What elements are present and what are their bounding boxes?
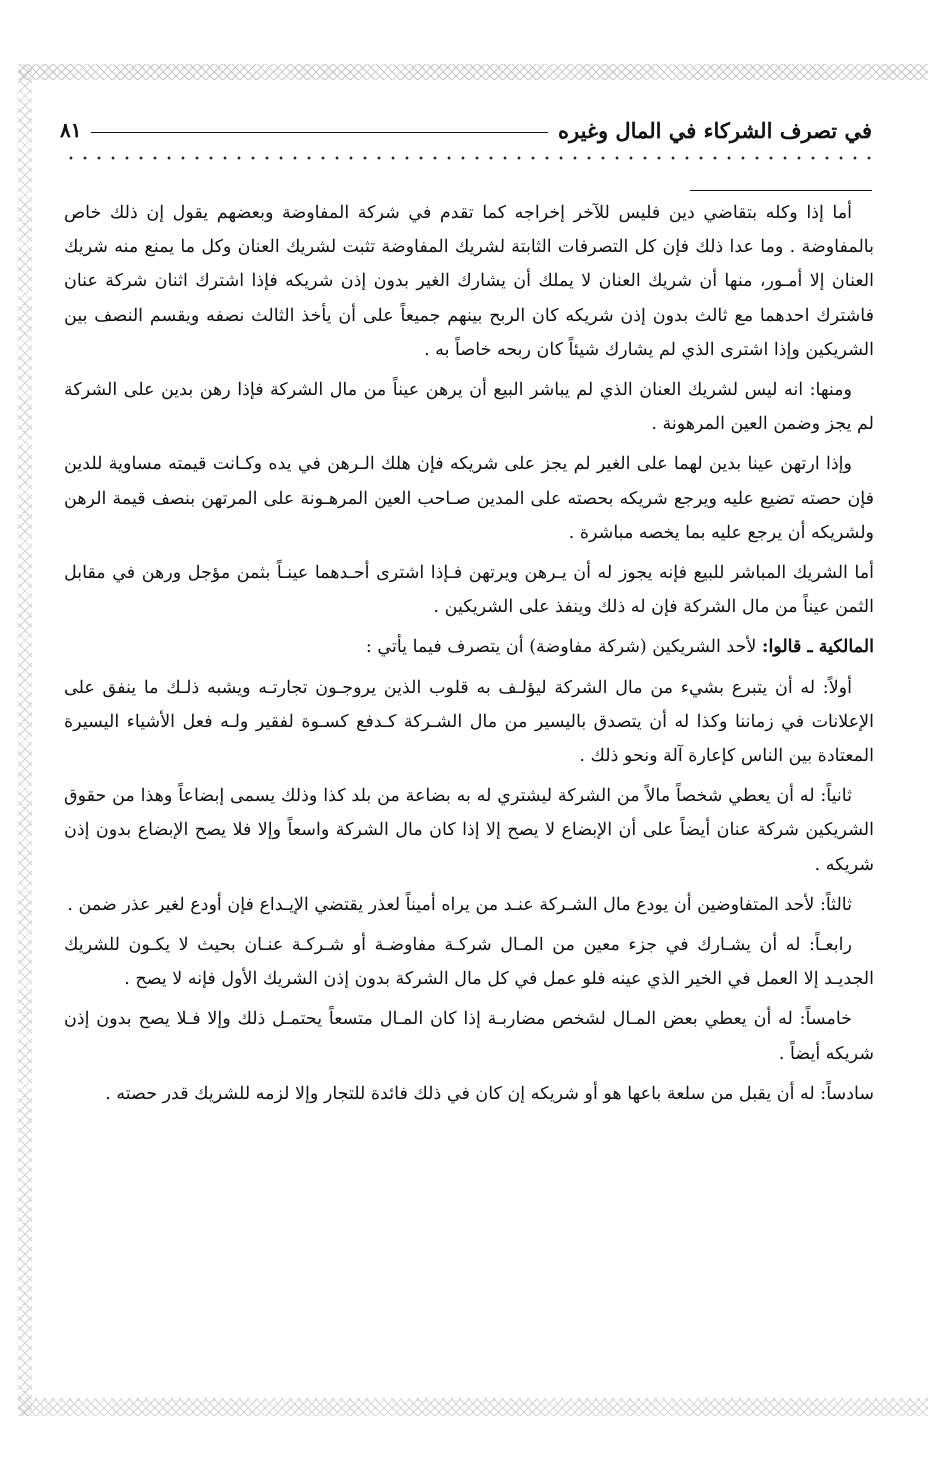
paragraph: ثانياً: له أن يعطي شخصاً مالاً من الشركة ليشتري له به بضاعة من بلد كذا وذلك يسمى إبضاعاً وهذا من حقوق الشريكين شركة عنان أيضاً على أن الإبضاع لا يصح إلا إذا كان مال الشركة واسعاً وإلا فلا يصح الإبضاع بدون إذن شريكه . [64, 786, 874, 875]
paragraph-malikiyya: المالكية ـ قالوا: لأحد الشريكين (شركة مفاوضة) أن يتصرف فيما يأتي : [365, 637, 874, 658]
paragraph: رابعـاً: له أن يشـارك في جزء معين من المـال شركـة مفاوضـة أو شـركـة عنـان بحيث لا يكـون للشريك الجديـد إلا العمل في الخير الذي عينه فلو عمل في كل مال الشركة بدون إذن الشريك الأول فإنه لا يصح . [64, 935, 874, 990]
section-rule [690, 190, 872, 191]
school-heading: المالكية ـ قالوا: [761, 637, 874, 658]
paragraph: ثالثاً: لأحد المتفاوضين أن يودع مال الشـركة عنـد من يراه أميناً لعذر يقتضي الإيـداع فإن أودع لغير عذر ضمن . [67, 894, 852, 915]
page-header [60, 110, 872, 150]
running-title: في تصرف الشركاء في المال وغيره [558, 117, 872, 143]
page-number: ٨١ [60, 118, 82, 142]
dotted-separator [64, 154, 872, 162]
ornamental-border-top [18, 64, 928, 80]
paragraph: أما إذا وكله بتقاضي دين فليس للآخر إخراجه كما تقدم في شركة المفاوضة وبعضهم يقول إن ذلك خاص بالمفاوضة . وما عدا ذلك فإن كل التصرفات الثابتة لشريك المفاوضة تثبت لشريك العنان وكل ما يمنع منه شريك العنان إلا أمـور، منها أن شريك العنان لا يملك أن يشارك الغير بدون إذن شريكه فإذا اشترك اثنان شركة عنان فاشترك احدهما مع ثالث بدون إذن شريكه كان الربح بينهم جميعاً على أن يأخذ الثالث نصفه ويقسم النصف بين الشريكين وإذا اشترى الذي لم يشارك شيئاً كان ربحه خاصاً به . [64, 203, 874, 360]
paragraph: خامساً: له أن يعطي بعض المـال لشخص مضاربـة إذا كان المـال متسعاً يحتمـل ذلك وإلا فـلا يصح بدون إذن شريكه أيضاً . [64, 1009, 874, 1064]
paragraph: وإذا ارتهن عينا بدين لهما على الغير لم يجز على شريكه فإن هلك الـرهن في يده وكـانت قيمته مساوية للدين فإن حصته تضيع عليه ويرجع شريكه بحصته على المدين صـاحب العين المرهـونة على المرتهن بنصف قيمة الرهن ولشريكه أن يرجع عليه بما يخصه مباشرة . [64, 454, 874, 543]
ornamental-border-bottom [18, 1398, 928, 1416]
paragraph: أولاً: له أن يتبرع بشيء من مال الشركة ليؤلـف به قلوب الذين يروجـون تجارتـه ويشبه ذلـك ما ينفق على الإعلانات في زماننا وكذا له أن يتصدق باليسير من مال الشـركة كـدفع كسـوة لفقير ولـه فعل الأشياء اليسيرة المعتادة بين الناس كإعارة آلة ونحو ذلك . [64, 677, 874, 767]
paragraph: أما الشريك المباشر للبيع فإنه يجوز له أن يـرهن ويرتهن فـإذا اشترى أحـدهما عينـاً بثمن مؤجل ورهن في مقابل الثمن عيناً من مال الشركة فإن له ذلك وينفذ على الشريكين . [64, 563, 874, 618]
header-rule [91, 132, 548, 133]
ornamental-border-left [18, 64, 32, 1416]
page-body [64, 196, 874, 1117]
paragraph: ومنها: انه ليس لشريك العنان الذي لم يباشر البيع أن يرهن عيناً من مال الشركة فإذا رهن بدين على الشركة لم يجز وضمن العين المرهونة . [64, 380, 874, 435]
paragraph: سادساً: له أن يقبل من سلعة باعها هو أو شريكه إن كان في ذلك فائدة للتجار وإلا لزمه للشريك قدر حصته . [105, 1083, 874, 1104]
